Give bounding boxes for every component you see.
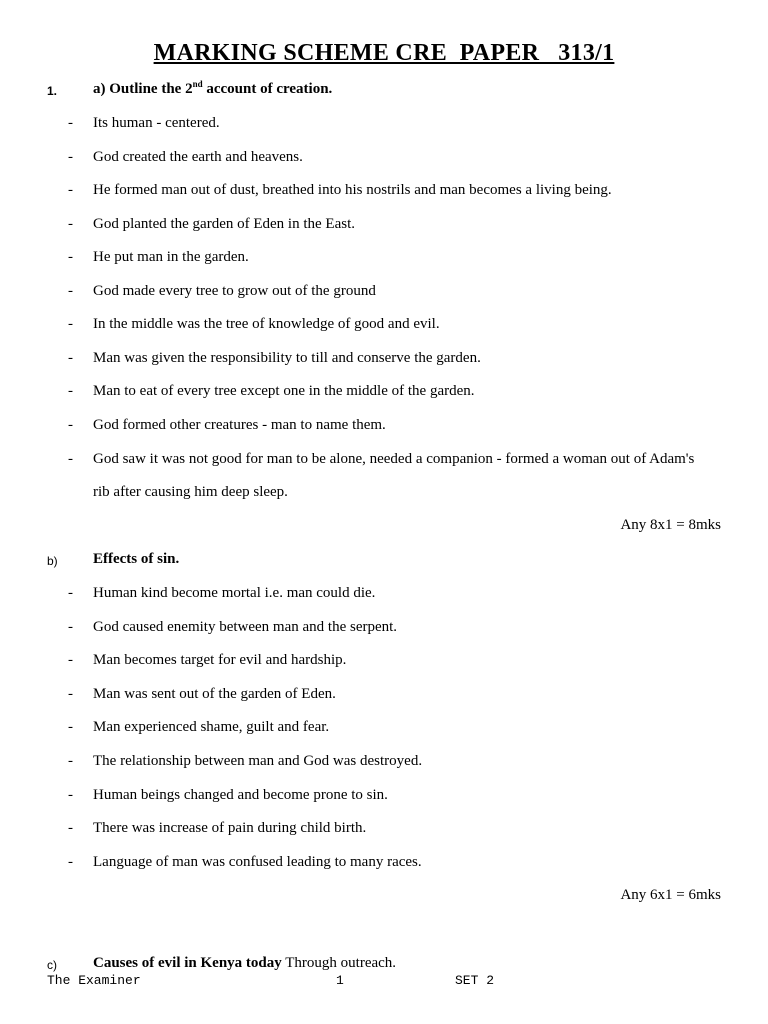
footer-examiner: The Examiner	[47, 973, 141, 988]
list-item: Human kind become mortal i.e. man could die.	[93, 585, 376, 601]
list-item: In the middle was the tree of knowledge of good and evil.	[93, 316, 440, 332]
bullet-dash: -	[68, 451, 73, 467]
list-item: God created the earth and heavens.	[93, 149, 303, 165]
question-heading-c: Causes of evil in Kenya today Through outreach.	[93, 955, 397, 971]
list-item: Its human - centered.	[93, 115, 220, 131]
bullet-dash: -	[68, 753, 73, 769]
bullet-dash: -	[68, 216, 73, 232]
list-item: He formed man out of dust, breathed into his nostrils and man becomes a living being.	[93, 182, 612, 198]
list-item: Human beings changed and become prone to sin.	[93, 787, 388, 803]
list-item-continuation: rib after causing him deep sleep.	[93, 484, 288, 500]
bullet-dash: -	[68, 686, 73, 702]
bullet-dash: -	[68, 115, 73, 131]
page-title: MARKING SCHEME CRE PAPER 313/1	[153, 40, 615, 66]
bullet-dash: -	[68, 417, 73, 433]
list-item: The relationship between man and God was destroyed.	[93, 753, 423, 769]
bullet-dash: -	[68, 719, 73, 735]
question-heading-b: Effects of sin.	[93, 551, 180, 567]
bullet-dash: -	[68, 820, 73, 836]
bullet-dash: -	[68, 316, 73, 332]
list-item: Man becomes target for evil and hardship.	[93, 652, 347, 668]
bullet-dash: -	[68, 249, 73, 265]
question-label-c: c)	[47, 958, 57, 972]
marks-allocation-b: Any 6x1 = 6mks	[620, 887, 721, 903]
bullet-dash: -	[68, 283, 73, 299]
list-item: God made every tree to grow out of the ground	[93, 283, 376, 299]
question-number: 1.	[47, 84, 58, 98]
bullet-dash: -	[68, 854, 73, 870]
list-item: Man experienced shame, guilt and fear.	[93, 719, 330, 735]
question-heading-1a: a) Outline the 2nd account of creation.	[93, 79, 333, 97]
bullet-dash: -	[68, 652, 73, 668]
footer-page-number: 1	[336, 973, 344, 988]
bullet-dash: -	[68, 149, 73, 165]
question-label-b: b)	[47, 554, 58, 568]
marks-allocation-1a: Any 8x1 = 8mks	[620, 517, 721, 533]
list-item: God formed other creatures - man to name them.	[93, 417, 386, 433]
bullet-dash: -	[68, 787, 73, 803]
bullet-dash: -	[68, 182, 73, 198]
list-item: Man was given the responsibility to till and conserve the garden.	[93, 350, 481, 366]
bullet-dash: -	[68, 383, 73, 399]
bullet-dash: -	[68, 350, 73, 366]
list-item: God planted the garden of Eden in the East.	[93, 216, 356, 232]
list-item: God caused enemity between man and the serpent.	[93, 619, 398, 635]
bullet-dash: -	[68, 585, 73, 601]
list-item: Man to eat of every tree except one in the middle of the garden.	[93, 383, 475, 399]
bullet-dash: -	[68, 619, 73, 635]
list-item: Language of man was confused leading to many races.	[93, 854, 422, 870]
list-item: God saw it was not good for man to be alone, needed a companion - formed a woman out of Adam's	[93, 451, 695, 467]
footer-set: SET 2	[455, 973, 495, 988]
list-item: He put man in the garden.	[93, 249, 249, 265]
list-item: There was increase of pain during child birth.	[93, 820, 367, 836]
list-item: Man was sent out of the garden of Eden.	[93, 686, 336, 702]
